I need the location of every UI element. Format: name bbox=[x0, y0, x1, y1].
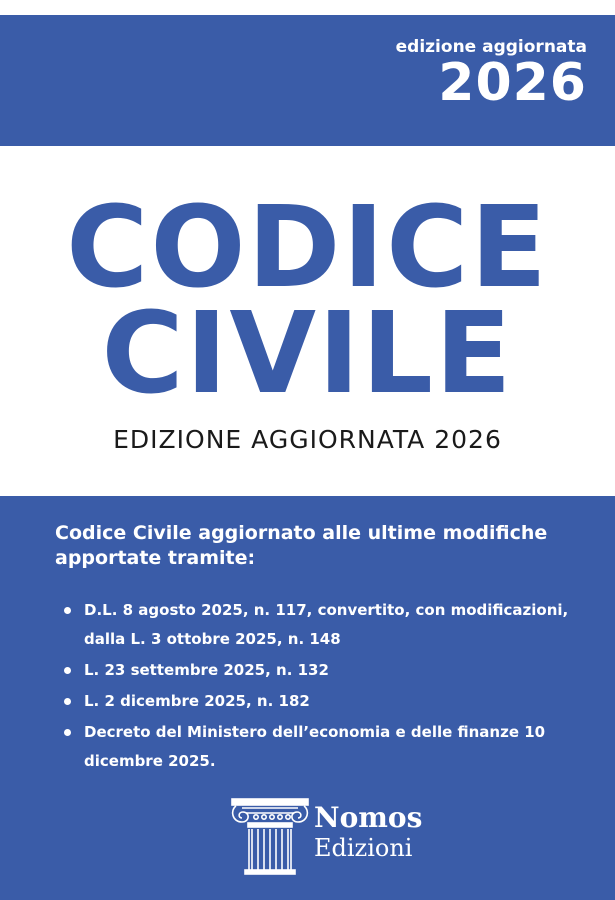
edition-year: 2026 bbox=[438, 53, 587, 113]
bullet-dot-icon bbox=[64, 667, 71, 674]
description-intro: Codice Civile aggiornato alle ultime modifiche apportate tramite: bbox=[55, 522, 548, 569]
list-item-text: L. 2 dicembre 2025, n. 182 bbox=[84, 692, 310, 710]
column-capital-icon bbox=[228, 796, 312, 876]
list-item-text: Decreto del Ministero dell’economia e delle finanze 10 dicembre 2025. bbox=[84, 723, 546, 770]
list-item-text: L. 23 settembre 2025, n. 132 bbox=[84, 661, 329, 679]
bullet-dot-icon bbox=[64, 698, 71, 705]
publisher-subtitle: Edizioni bbox=[314, 834, 413, 862]
list-item bbox=[60, 687, 580, 716]
title-line-2: CIVILE bbox=[101, 289, 514, 419]
title-line-1: CODICE bbox=[66, 183, 549, 313]
bullet-dot-icon bbox=[64, 729, 71, 736]
list-item bbox=[60, 596, 580, 654]
list-item-text: D.L. 8 agosto 2025, n. 117, convertito, con modificazioni, dalla L. 3 ottobre 2025, n. 148 bbox=[84, 601, 569, 648]
list-item bbox=[60, 718, 580, 776]
publisher-logo bbox=[228, 796, 428, 876]
publisher-name: Nomos bbox=[314, 801, 423, 834]
bullet-dot-icon bbox=[64, 607, 71, 614]
amendments-list bbox=[60, 596, 580, 778]
list-item bbox=[60, 656, 580, 685]
edition-label: edizione aggiornata bbox=[395, 37, 587, 57]
subtitle: EDIZIONE AGGIORNATA 2026 bbox=[113, 425, 502, 454]
top-band bbox=[0, 15, 615, 146]
